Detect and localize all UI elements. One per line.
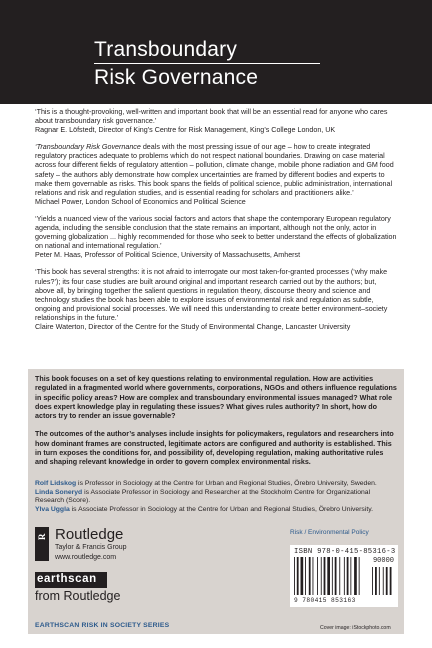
barcode-bar <box>321 557 322 595</box>
barcode-bar <box>324 557 326 595</box>
barcode-addon-bar <box>375 567 377 595</box>
author-name: Rolf Lidskog <box>35 480 77 487</box>
title-line-2: Risk Governance <box>94 66 259 89</box>
ean-number: 9 780415 853163 <box>294 597 356 604</box>
barcode-addon-bar <box>379 567 380 595</box>
quote-book-title: ‘Transboundary Risk Governance <box>35 143 141 152</box>
earthscan-logo-text: earthscan <box>37 573 97 585</box>
barcode-bar <box>327 557 330 595</box>
barcode-addon-bar <box>372 567 373 595</box>
quote-text: ‘This book has several strengths: it is not afraid to interrogate our most taken-for-granted processes (‘why make rules?’); its four case studies are built around original and important research carried out by the authors; but, above all, by bringing together the salient questions in regulation theory, discourse theory and science and technology studies the book has been able to explore issues of environmental risk and regulation as subtle, ongoing and provisional social processes. We will need this understanding to create better environment–society relationships in the future.’ <box>35 268 388 322</box>
imprint-from: from Routledge <box>35 589 121 603</box>
isbn-number: ISBN 978-0-415-85316-3 <box>294 548 396 556</box>
barcode-addon: 90000 <box>372 557 394 565</box>
barcode-bar <box>313 557 314 595</box>
isbn-barcode <box>290 545 398 607</box>
book-title <box>94 38 320 90</box>
barcode-bar <box>301 557 304 595</box>
barcode-bar <box>294 557 295 595</box>
author-bios <box>35 480 397 514</box>
barcode-bar <box>359 557 360 595</box>
endorsement-quotes <box>35 108 397 332</box>
quote-attribution: Claire Waterton, Director of the Centre for the Study of Environmental Change, Lancaster University <box>35 322 351 331</box>
barcode-addon-bar <box>390 567 392 595</box>
quote-block <box>35 215 397 260</box>
quote-attribution: Peter M. Haas, Professor of Political Science, University of Massachusetts, Amherst <box>35 251 301 260</box>
series-name: EARTHSCAN RISK IN SOCIETY SERIES <box>35 622 170 629</box>
barcode-bar <box>297 557 299 595</box>
barcode-bar <box>347 557 349 595</box>
barcode-bar <box>350 557 351 595</box>
publisher-url: www.routledge.com <box>55 554 117 561</box>
summary-paragraph: The outcomes of the author’s analyses include insights for policymakers, regulators and researchers into how dominant frames are constructed, legitimate actors are configured and authority is established. This in turn exposes the conditions for, and possibility of, developing regulation, making authoritative rules and shaping relevant knowledge in order to govern complex environmental risks. <box>35 430 394 467</box>
quote-attribution: Michael Power, London School of Economics and Political Science <box>35 197 246 206</box>
author-name: Linda Soneryd <box>35 488 83 496</box>
routledge-logo-letter: R <box>37 533 47 540</box>
quote-block <box>35 268 397 332</box>
author-bio: Ylva Uggla is Associate Professor in Sociology at the Centre for Urban and Regional Studies, Örebro University. <box>35 505 374 513</box>
author-bio: Linda Soneryd is Associate Professor in Sociology and Researcher at the Stockholm Centre for Organizational Research (Score). <box>35 488 371 505</box>
barcode-bar <box>344 557 345 595</box>
publisher-name: Routledge <box>55 526 124 543</box>
book-summary <box>35 375 397 477</box>
title-divider <box>94 63 320 64</box>
author-bio: Rolf Lidskog is Professor in Sociology at the Centre for Urban and Regional Studies, Örebro University, Sweden. <box>35 480 377 487</box>
barcode-addon-bar <box>386 567 388 595</box>
subject-category: Risk / Environmental Policy <box>290 529 369 536</box>
publisher-group: Taylor & Francis Group <box>55 544 127 551</box>
title-line-1: Transboundary <box>94 38 238 61</box>
barcode-bar <box>317 557 318 595</box>
quote-text: ‘Transboundary Risk Governance deals with the most pressing issue of our age – how to create integrated regulatory practices adequate to problems which do not respect national boundaries. Drawing on case material across four different fields of regulatory attention – pollution, climate change, mobile phone radiation and GM food safety – the authors ably demonstrate how complex uncertainties are framed by different bodies and experts to make them governable as risks. This book spans the fields of political science, public administration, international relations and risk and regulation studies, and is essential reading for scholars and practitioners alike.’ <box>35 143 394 197</box>
quote-attribution: Ragnar E. Löfstedt, Director of King’s Centre for Risk Management, King’s College London, UK <box>35 126 336 135</box>
quote-text: ‘Yields a nuanced view of the various social factors and actors that shape the contemporary European regulatory agenda, including the sensible conclusion that the state remains an important, although not the only, actor in governing globalization ... highly recommended for those who seek to better understand the effects of globalization on national and international regulation.’ <box>35 214 397 251</box>
author-name: Ylva Uggla <box>35 505 70 513</box>
quote-block <box>35 108 397 135</box>
barcode-bar <box>309 557 311 595</box>
barcode-addon-bar <box>383 567 384 595</box>
summary-paragraph: This book focuses on a set of key questions relating to environmental regulation. How are activities regulated in a fragmented world where governments, corporations, NGOs and others influence regulations in specific policy areas? How are complex and transboundary environmental issues managed? What role does expert knowledge play in regulating these issues? What gives rules authority? In short, how do actors try to render an issue governable? <box>35 375 397 421</box>
barcode-bar <box>335 557 337 595</box>
barcode-bar <box>332 557 333 595</box>
quote-text: ‘This is a thought-provoking, well-written and important book that will be an essential read for anyone who cares about transboundary risk governance.’ <box>35 108 388 126</box>
barcode-bar <box>305 557 306 595</box>
cover-image-credit: Cover image: iStockphoto.com <box>320 625 391 631</box>
barcode-bar <box>339 557 340 595</box>
barcode-bar <box>354 557 357 595</box>
quote-block <box>35 143 397 207</box>
